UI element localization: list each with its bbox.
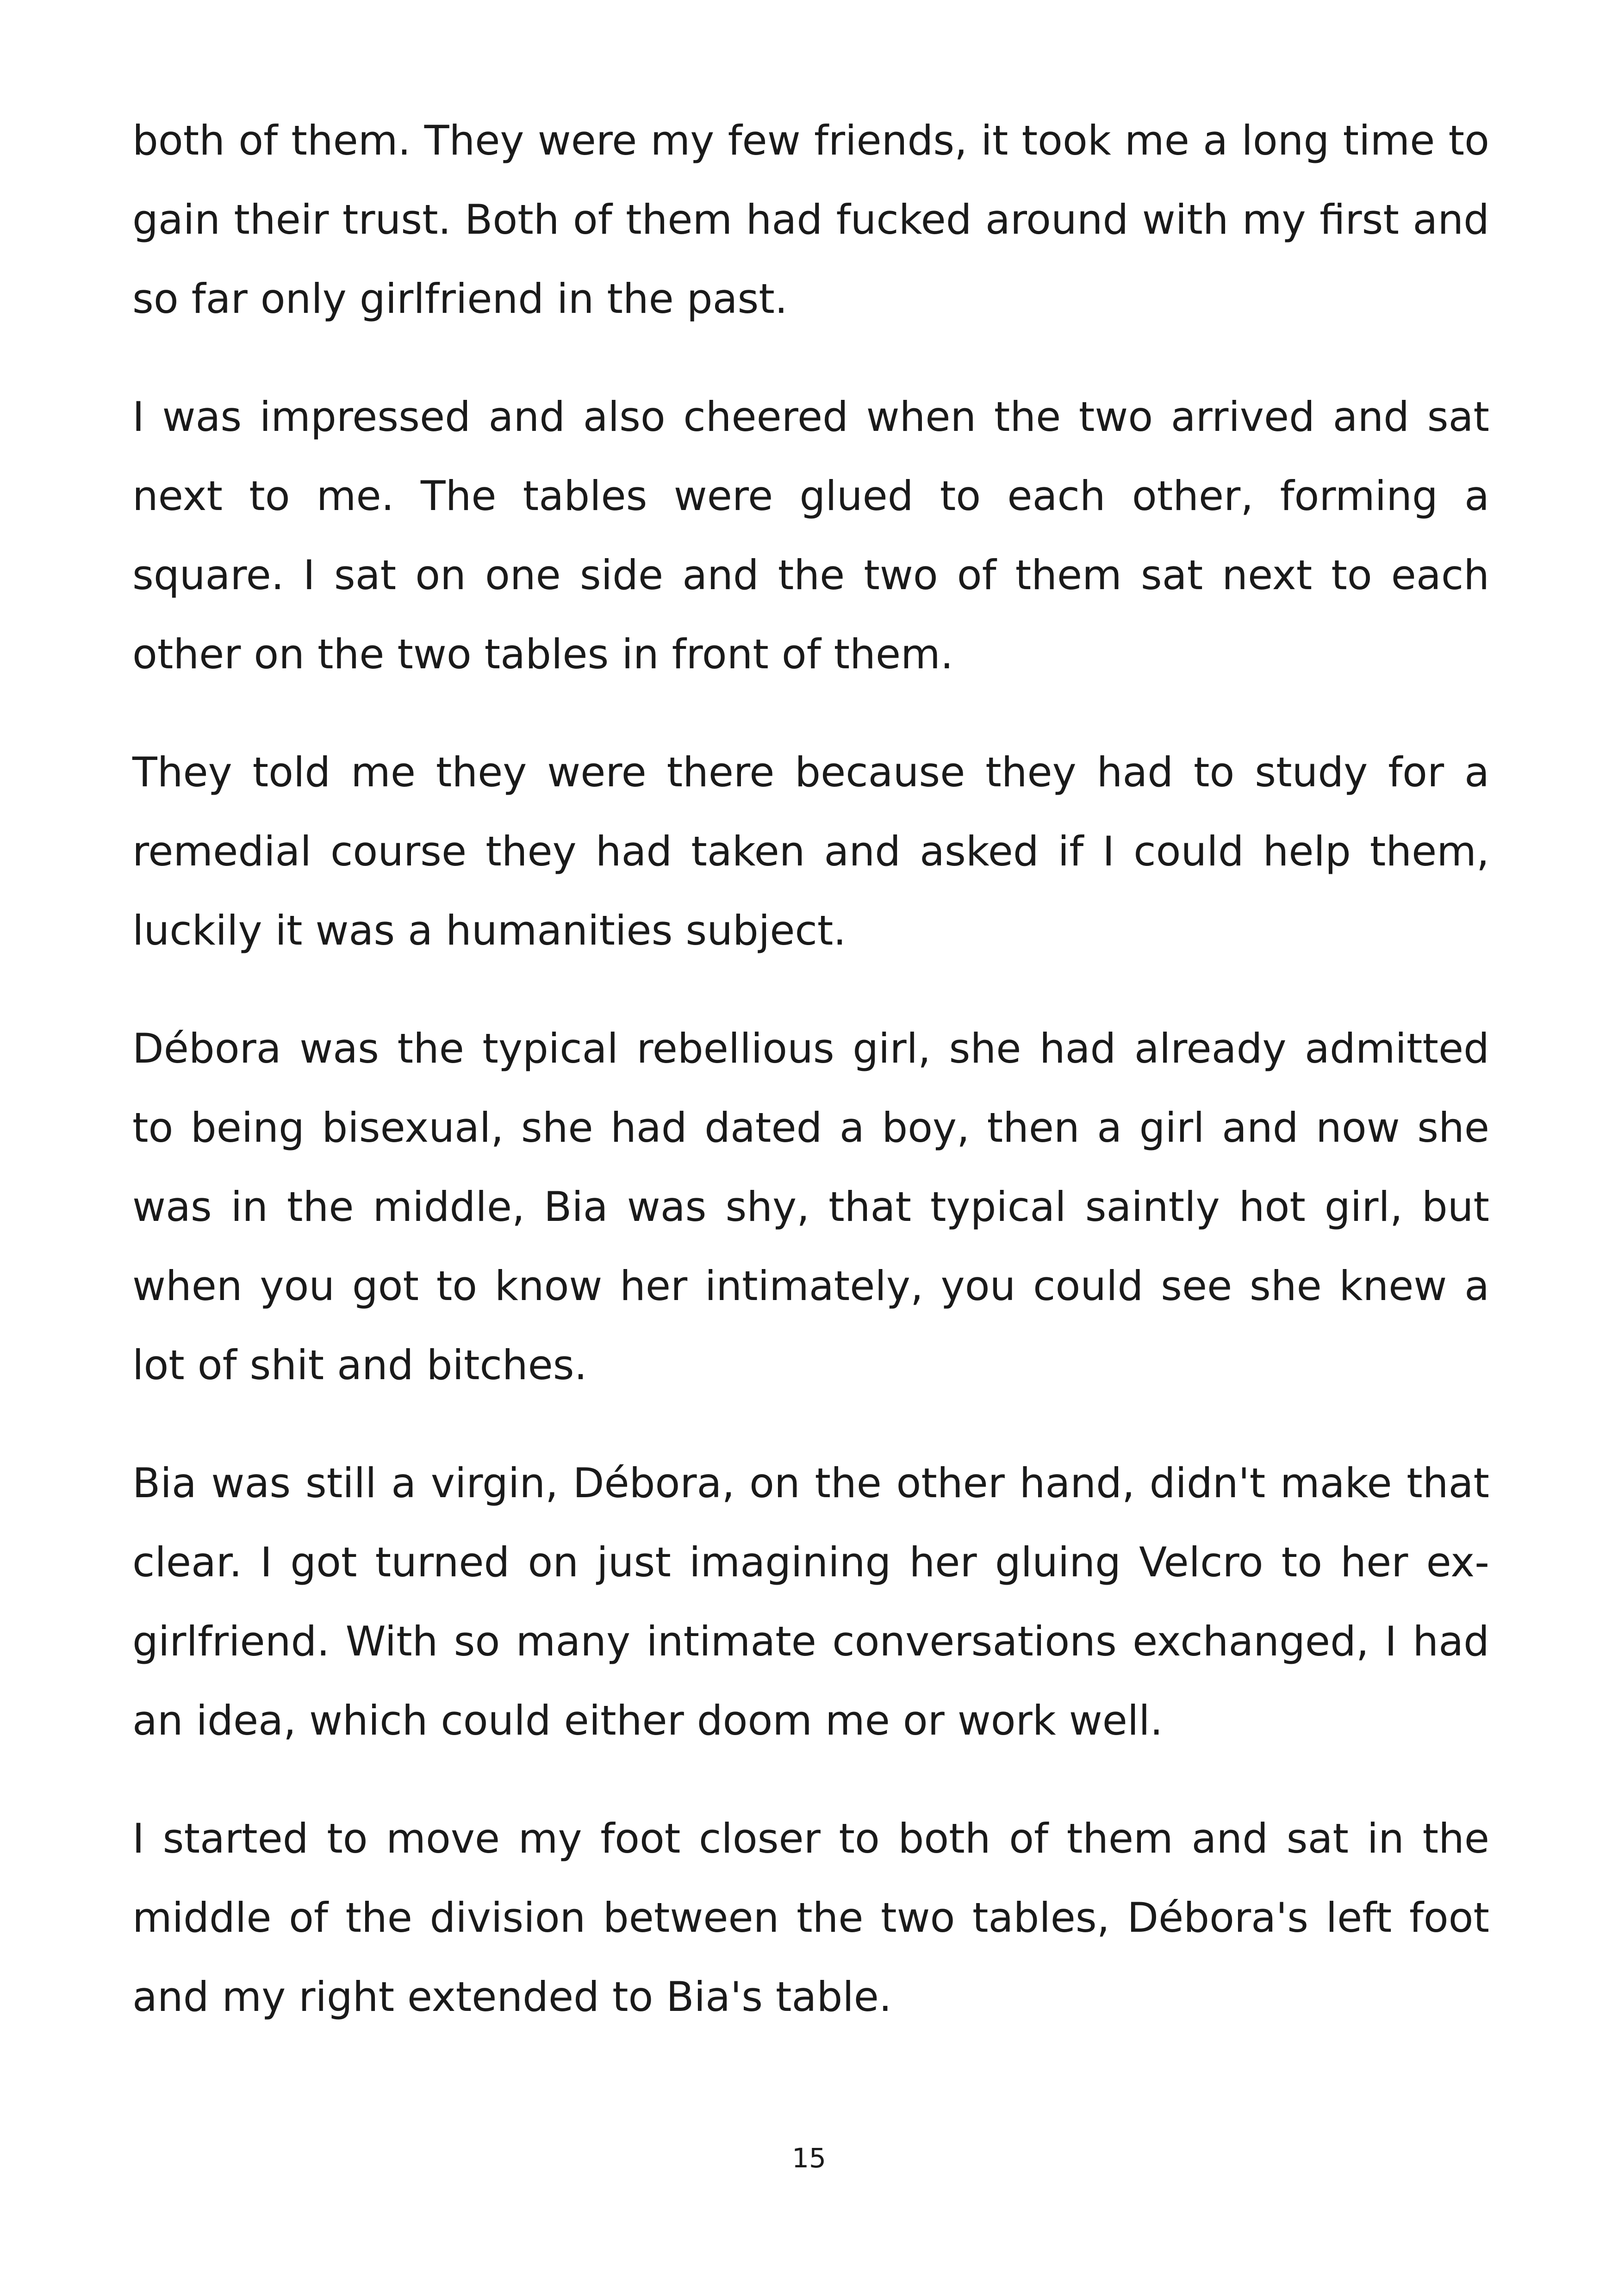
paragraph-4: Débora was the typical rebellious girl, she had already admitted to being bisexual, she had dated a boy, then a girl and now she was in the middle, Bia was shy, that typical saintly hot girl, but when you got to know her intimately, you could see she knew a lot of shit and bitches. — [132, 1025, 1489, 1389]
page-number: 15 — [792, 2142, 826, 2174]
paragraph-1: both of them. They were my few friends, it took me a long time to gain their trust. Both of them had fucked around with my first and so far only girlfriend in the past. — [132, 117, 1489, 323]
paragraph-6: I started to move my foot closer to both of them and sat in the middle of the division between the two tables, Débora's left foot and my right extended to Bia's table. — [132, 1815, 1489, 2021]
paragraph-2: I was impressed and also cheered when the two arrived and sat next to me. The tables were glued to each other, forming a square. I sat on one side and the two of them sat next to each other on the two tables in front of them. — [132, 393, 1489, 678]
paragraph-5: Bia was still a virgin, Débora, on the other hand, didn't make that clear. I got turned on just imagining her gluing Velcro to her ex-girlfriend. With so many intimate conversations exchanged, I had an idea, which could either doom me or work well. — [132, 1459, 1489, 1744]
paragraph-3: They told me they were there because they had to study for a remedial course they had taken and asked if I could help them, luckily it was a humanities subject. — [132, 748, 1489, 954]
body-text — [132, 101, 1489, 2075]
